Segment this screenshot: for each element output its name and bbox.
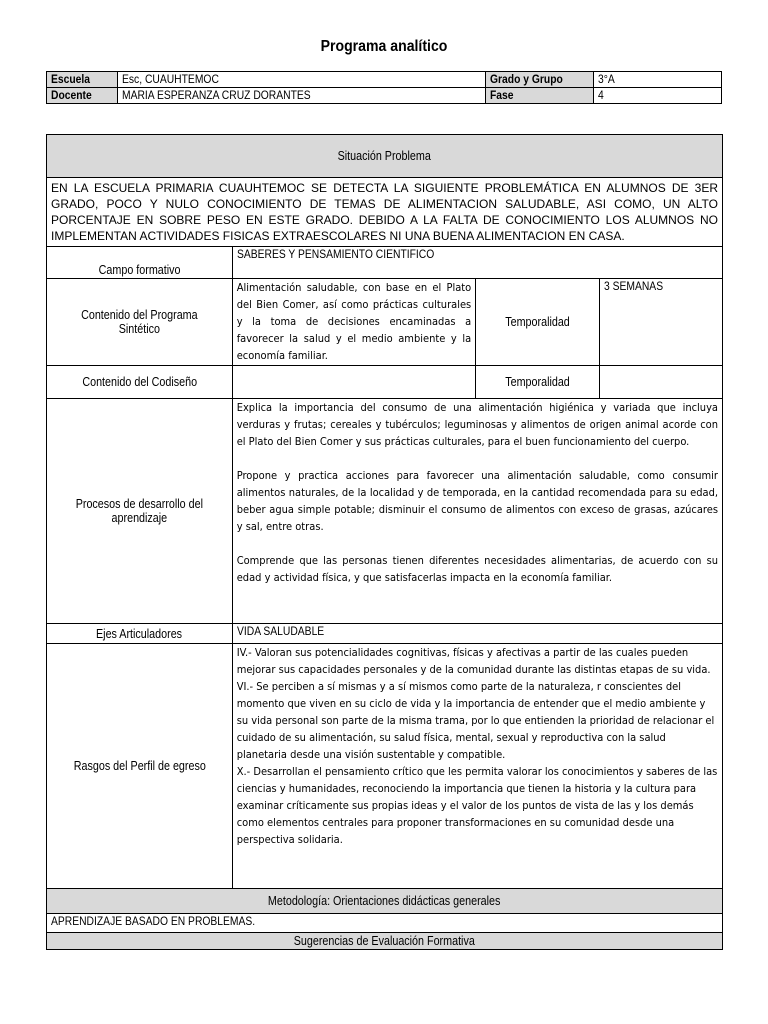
procesos-paragraph-2: Propone y practica acciones para favorecer una alimentación saludable, como consumir alimentos naturales, de la localidad y de temporada, en la cantidad recomendada para su edad, beber agua simple potable; disminuir el consumo de alimentos con exceso de grasas, azúcares y sal, entre otras. [236, 469, 718, 533]
docente-value: MARIA ESPERANZA CRUZ DORANTES [117, 88, 485, 104]
grado-value: 3°A [594, 72, 722, 88]
contenido-codiseno-value [232, 366, 476, 399]
contenido-sintetico-label: Contenido del Programa Sintético [47, 279, 233, 366]
rasgos-label: Rasgos del Perfil de egreso [47, 644, 233, 889]
procesos-paragraph-1: Explica la importancia del consumo de una alimentación higiénica y variada que incluya verduras y frutas; cereales y tubérculos; leguminosas y alimentos de origen animal acorde con el Plato del Bien Comer y sus prácticas culturales, para el buen funcionamiento del cuerpo. [236, 401, 718, 448]
temporalidad-value-1: 3 SEMANAS [600, 279, 723, 366]
rasgo-iv: IV.- Valoran sus potencialidades cognitivas, físicas y afectivas a partir de las cuales pueden mejorar sus capacidades personales y de la comunidad durante las distintas etapas de su vida. [236, 646, 711, 676]
metodologia-header-row [47, 889, 723, 914]
grado-label: Grado y Grupo [486, 72, 594, 88]
procesos-value [232, 399, 722, 624]
info-row-escuela [47, 72, 722, 88]
program-table [46, 134, 723, 950]
rasgos-row [47, 644, 723, 889]
campo-value: SABERES Y PENSAMIENTO CIENTIFICO [232, 247, 722, 279]
rasgos-value [232, 644, 722, 889]
procesos-paragraph-3: Comprende que las personas tienen diferentes necesidades alimentarias, de acuerdo con su edad y actividad física, y que satisfacerlas impacta en la economía familiar. [236, 554, 718, 584]
info-table [46, 71, 722, 104]
campo-row [47, 247, 723, 279]
temporalidad-label-1: Temporalidad [476, 279, 600, 366]
contenido-sintetico-row [47, 279, 723, 366]
metodologia-header: Metodología: Orientaciones didácticas generales [47, 889, 723, 914]
fase-label: Fase [486, 88, 594, 104]
situacion-text: EN LA ESCUELA PRIMARIA CUAUHTEMOC SE DETECTA LA SIGUIENTE PROBLEMÁTICA EN ALUMNOS DE 3ER GRADO, POCO Y NULO CONOCIMIENTO DE TEMAS DE ALIMENTACION SALUDABLE, ASI COMO, UN ALTO PORCENTAJE EN SOBRE PESO EN ESTE GRADO. DEBIDO A LA FALTA DE CONOCIMIENTO LOS ALUMNOS NO IMPLEMENTAN ACTIVIDADES FISICAS EXTRAESCOLARES NI UNA BUENA ALIMENTACION EN CASA. [47, 178, 723, 247]
ejes-row [47, 624, 723, 644]
rasgo-x: X.- Desarrollan el pensamiento crítico que les permita valorar los conocimientos y saberes de las ciencias y humanidades, reconociendo la importancia que tienen la historia y la cultura para examinar críticamente sus propias ideas y el valor de los puntos de vista de las y los demás como elementos centrales para proponer transformaciones en su comunidad desde una perspectiva solidaria. [236, 765, 718, 846]
procesos-row [47, 399, 723, 624]
temporalidad-label-2: Temporalidad [476, 366, 600, 399]
campo-label: Campo formativo [47, 247, 233, 279]
page-title: Programa analítico [320, 38, 448, 55]
contenido-codiseno-row [47, 366, 723, 399]
fase-value: 4 [594, 88, 722, 104]
temporalidad-value-2 [600, 366, 723, 399]
evaluacion-header-row [47, 933, 723, 950]
situacion-header: Situación Problema [47, 135, 723, 178]
contenido-sintetico-value: Alimentación saludable, con base en el Plato del Bien Comer, así como prácticas culturales y la toma de decisiones encaminadas a favorecer la salud y el medio ambiente y la economía familiar. [232, 279, 476, 366]
escuela-value: Esc, CUAUHTEMOC [117, 72, 485, 88]
contenido-codiseno-label: Contenido del Codiseño [47, 366, 233, 399]
escuela-label: Escuela [47, 72, 118, 88]
rasgo-vi: VI.- Se perciben a sí mismas y a sí mismos como parte de la naturaleza, r conscientes del momento que viven en su ciclo de vida y la importancia de entender que el medio ambiente y su vida personal son parte de la misma trama, por lo que entienden la prioridad de relacionar el cuidado de su alimentación, su salud física, mental, sexual y reproductiva con la salud planetaria desde una visión sustentable y compatible. [236, 680, 715, 761]
ejes-value: VIDA SALUDABLE [232, 624, 722, 644]
metodologia-value-row [47, 914, 723, 933]
ejes-label: Ejes Articuladores [47, 624, 233, 644]
situacion-text-row [47, 178, 723, 247]
metodologia-value: APRENDIZAJE BASADO EN PROBLEMAS. [47, 914, 723, 933]
evaluacion-header: Sugerencias de Evaluación Formativa [47, 933, 723, 950]
docente-label: Docente [47, 88, 118, 104]
info-row-docente [47, 88, 722, 104]
situacion-header-row [47, 135, 723, 178]
procesos-label: Procesos de desarrollo del aprendizaje [47, 399, 233, 624]
